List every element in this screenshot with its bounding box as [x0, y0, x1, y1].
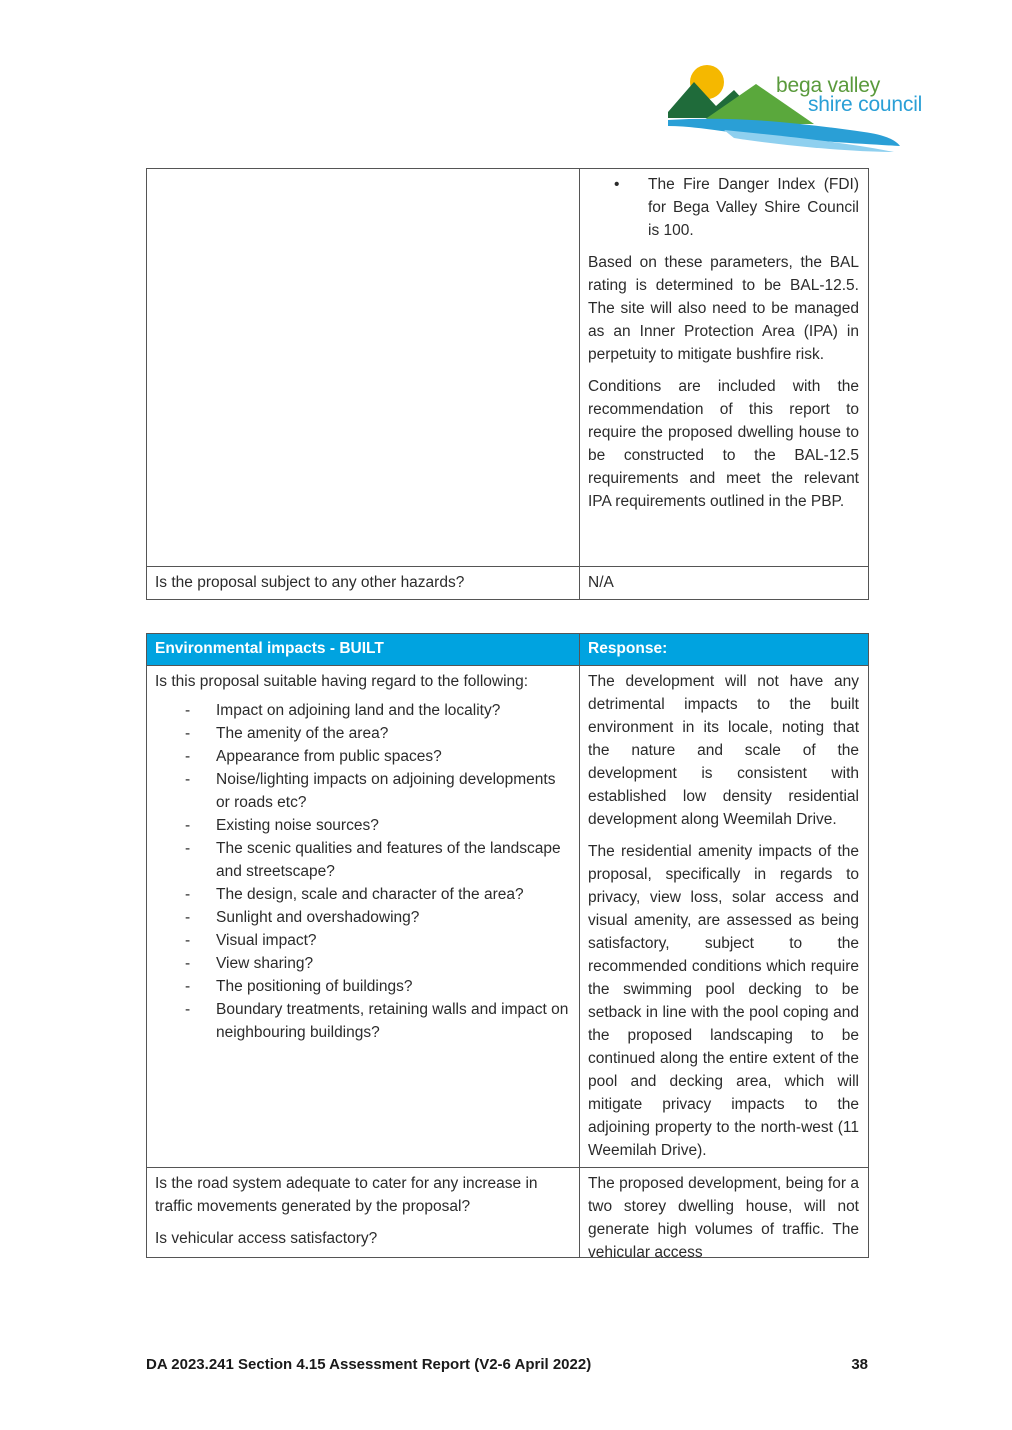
list-item: [155, 975, 570, 998]
logo-line2: shire council: [808, 93, 923, 116]
list-item: [155, 952, 570, 975]
list-item-text: View sharing?: [216, 955, 314, 972]
dash-marker: -: [185, 909, 191, 926]
table-row: [147, 567, 869, 600]
list-item-text: Existing noise sources?: [216, 817, 379, 834]
list-item-text: Visual impact?: [216, 932, 317, 949]
list-item: [155, 883, 570, 906]
amenity-paragraph: The residential amenity impacts of the proposal, specifically in regards to privacy, view loss, solar access and visual amenity, are assessed as being satisfactory, subject to the recommended conditions which require the swimming pool decking to be setback in line with the pool coping and the proposed landscaping to be continued along the entire extent of the pool and decking area, which will mitigate privacy impacts to the adjoining property to the north-west (11 Weemilah Drive).: [588, 843, 859, 1159]
built-paragraph: The development will not have any detrimental impacts to the built environment in its locale, noting that the nature and scale of the development is consistent with established low density residential development along Weemilah Drive.: [588, 673, 859, 828]
table-row: [147, 666, 869, 1168]
response-cell: [580, 169, 869, 567]
list-item-text: The amenity of the area?: [216, 725, 389, 742]
answer-clip: [588, 1172, 859, 1261]
page-number: 38: [851, 1356, 868, 1373]
header-right: Response:: [580, 634, 869, 666]
road-answer: The proposed development, being for a two storey dwelling house, will not generate high volumes of traffic. The vehicular access: [588, 1175, 859, 1261]
list-item: [155, 722, 570, 745]
criteria-intro: Is this proposal suitable having regard to the following:: [155, 673, 529, 690]
dash-marker: -: [185, 702, 191, 719]
report-title: DA 2023.241 Section 4.15 Assessment Report (V2-6 April 2022): [146, 1356, 592, 1373]
list-item: [155, 745, 570, 768]
fdi-text: The Fire Danger Index (FDI) for Bega Valley Shire Council is 100.: [648, 176, 859, 239]
dash-marker: -: [185, 725, 191, 742]
list-item-text: The positioning of buildings?: [216, 978, 413, 995]
table-row: [147, 169, 869, 567]
list-item: [155, 929, 570, 952]
answer-cell: N/A: [580, 567, 869, 600]
list-item: [155, 837, 570, 883]
dash-marker: -: [185, 748, 191, 765]
dash-marker: -: [185, 886, 191, 903]
list-item: [155, 768, 570, 814]
bushfire-table: [146, 168, 869, 600]
table-header-row: [147, 634, 869, 666]
bal-paragraph: Based on these parameters, the BAL rating is determined to be BAL-12.5. The site will also need to be managed as an Inner Protection Area (IPA) in perpetuity to mitigate bushfire risk.: [588, 254, 859, 363]
list-item-text: Noise/lighting impacts on adjoining developments or roads etc?: [216, 771, 556, 811]
table-row: [147, 1168, 869, 1258]
list-item-text: Appearance from public spaces?: [216, 748, 442, 765]
road-question-cell: [147, 1168, 580, 1258]
road-answer-cell: [580, 1168, 869, 1261]
bullet-item: [588, 173, 859, 242]
criteria-list: [155, 699, 570, 1044]
dash-marker: -: [185, 955, 191, 972]
dash-marker: -: [185, 771, 191, 788]
list-item-text: Impact on adjoining land and the locality?: [216, 702, 501, 719]
empty-cell: [147, 169, 580, 567]
header-left: Environmental impacts - BUILT: [147, 634, 580, 666]
list-item: [155, 699, 570, 722]
dash-marker: -: [185, 932, 191, 949]
question-cell: Is the proposal subject to any other hazards?: [147, 567, 580, 600]
built-impacts-table: [146, 633, 869, 1261]
list-item-text: The design, scale and character of the area?: [216, 886, 524, 903]
logo-wordmark: [776, 76, 922, 114]
list-item-text: The scenic qualities and features of the landscape and streetscape?: [216, 840, 561, 880]
bullet-dot: •: [614, 176, 620, 193]
council-logo: [664, 60, 944, 156]
list-item: [155, 906, 570, 929]
conditions-paragraph: Conditions are included with the recommendation of this report to require the proposed dwelling house to be constructed to the BAL-12.5 requirements and meet the relevant IPA requirements outlined in the PBP.: [588, 378, 859, 510]
access-question: Is vehicular access satisfactory?: [155, 1230, 378, 1247]
list-item-text: Boundary treatments, retaining walls and impact on neighbouring buildings?: [216, 1001, 569, 1041]
criteria-cell: [147, 666, 580, 1168]
dash-marker: -: [185, 817, 191, 834]
response-cell: [580, 666, 869, 1168]
logo-line1: bega valley: [776, 74, 881, 97]
dash-marker: -: [185, 978, 191, 995]
list-item: [155, 998, 570, 1044]
dash-marker: -: [185, 1001, 191, 1018]
list-item: [155, 814, 570, 837]
road-question: Is the road system adequate to cater for any increase in traffic movements generated by the proposal?: [155, 1175, 538, 1215]
page-footer: [146, 1356, 868, 1373]
dash-marker: -: [185, 840, 191, 857]
list-item-text: Sunlight and overshadowing?: [216, 909, 420, 926]
